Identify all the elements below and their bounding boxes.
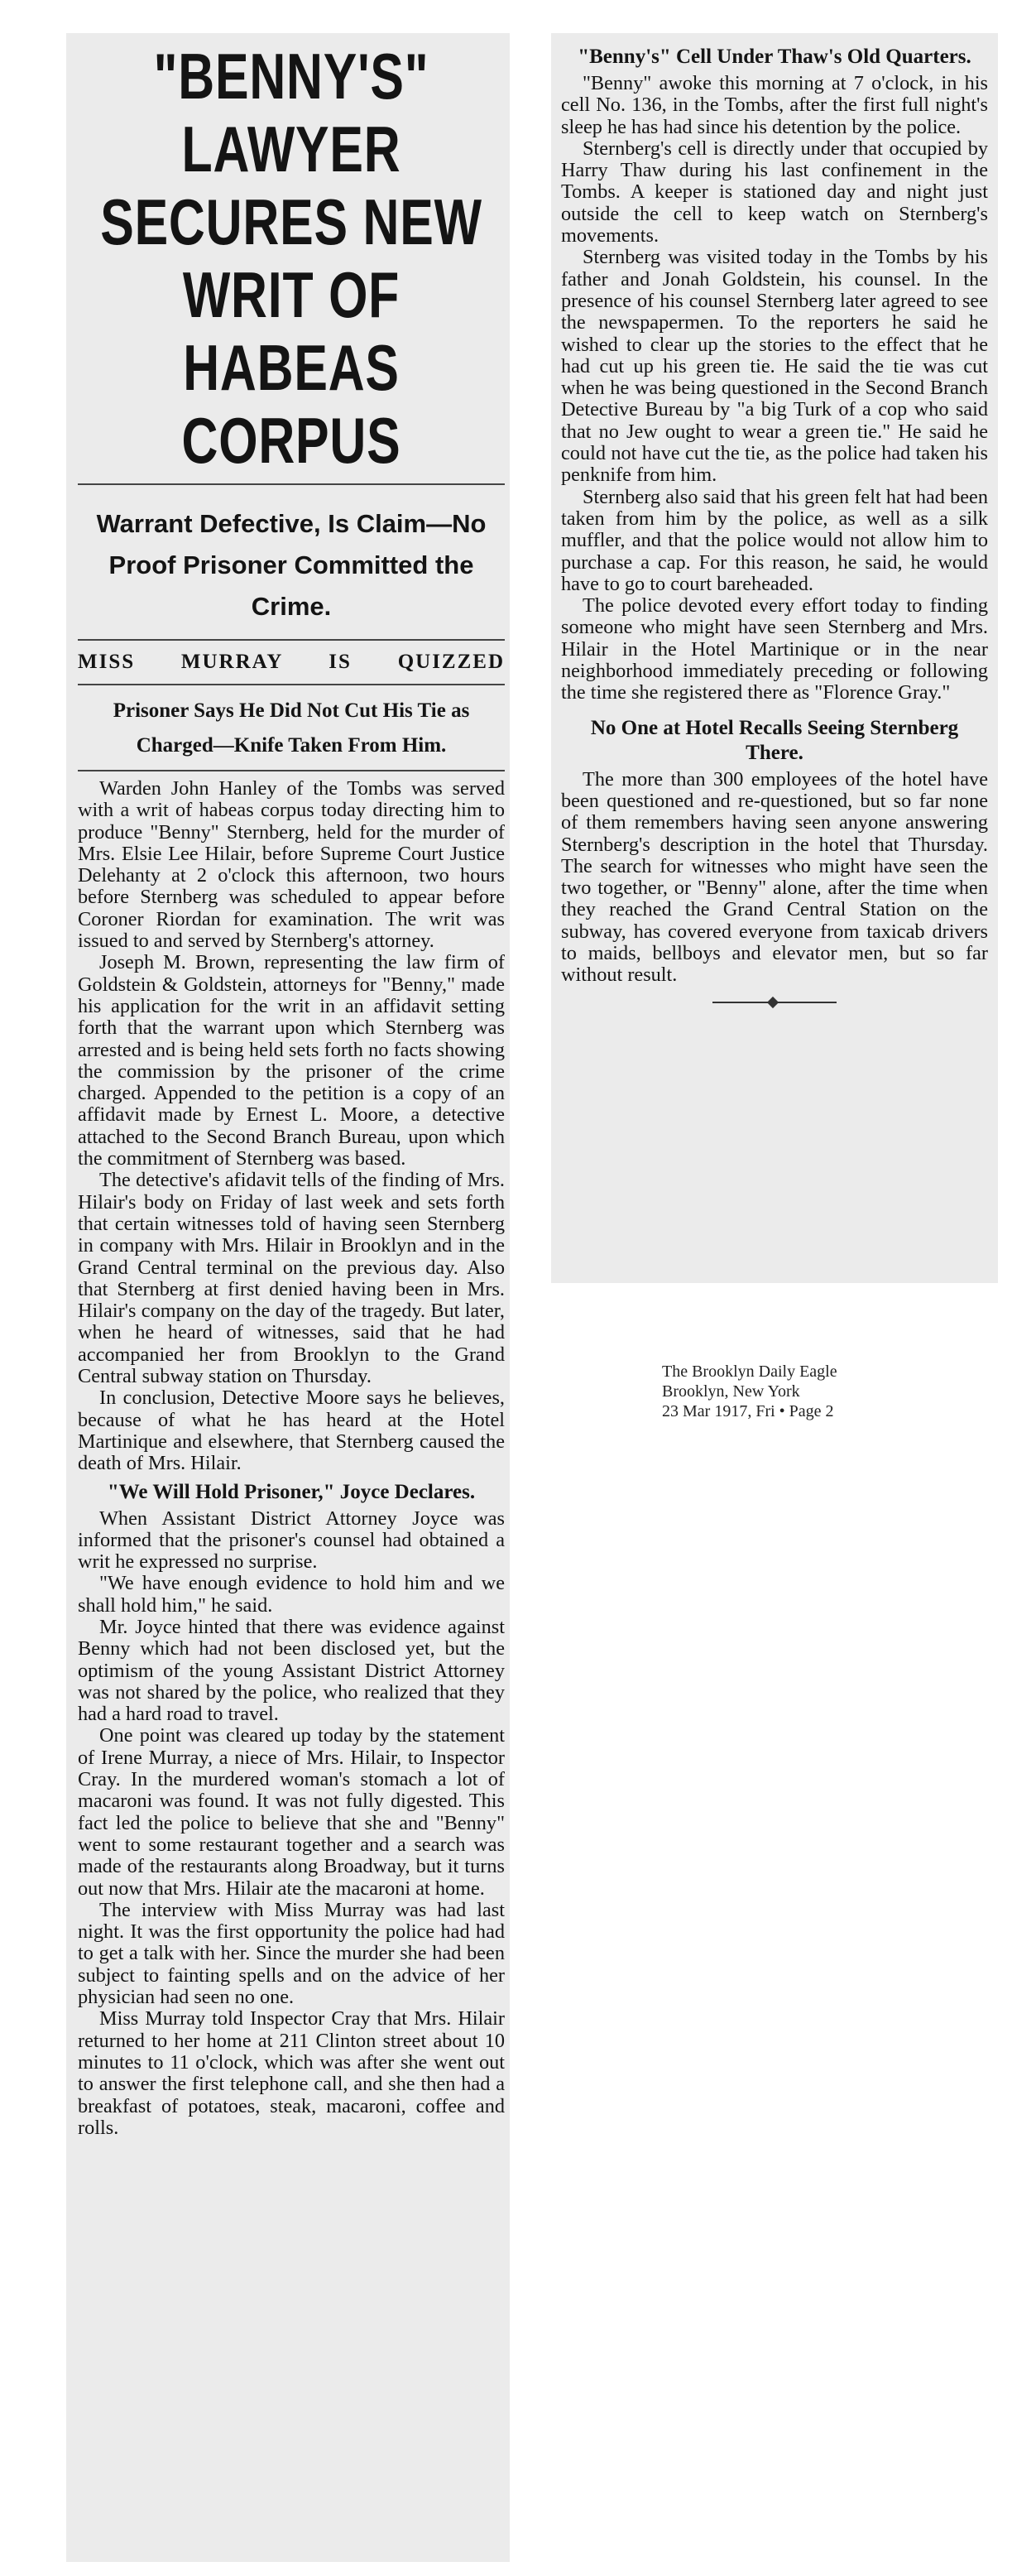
divider (78, 639, 505, 641)
article-paragraph: Joseph M. Brown, representing the law firm of Goldstein & Goldstein, attorneys for "Benny," made his application for the writ in an affidavit setting forth that the warrant upon which Sternberg was arrested and is being held sets forth no facts showing the commission by the prisoner of the crime charged. Appended to the petition is a copy of an affidavit made by Ernest L. Moore, a detective attached to the Second Branch Bureau, upon which the commitment of Sternberg was based. (78, 951, 505, 1170)
article-paragraph: "Benny" awoke this morning at 7 o'clock, in his cell No. 136, in the Tombs, after the first full night's sleep he has had since his detention by the police. (561, 72, 988, 138)
source-citation (662, 1362, 910, 1421)
divider (78, 684, 505, 685)
article-paragraph: Mr. Joyce hinted that there was evidence against Benny which had not been disclosed yet, but the optimism of the young Assistant District Attorney was not shared by the police, who realized that they had a hard road to travel. (78, 1615, 505, 1726)
article-paragraph: Miss Murray told Inspector Cray that Mrs. Hilair returned to her home at 211 Clinton street about 10 minutes to 11 o'clock, which was after she went out to answer the first telephone call, and she then had a breakfast of potatoes, steak, macaroni, coffee and rolls. (78, 2007, 505, 2139)
article-deck-primary: Warrant Defective, Is Claim—No Proof Prisoner Committed the Crime. (96, 509, 487, 621)
article-body-continued (561, 45, 988, 987)
article-paragraph: Sternberg also said that his green felt hat had been taken from him by the police, as well as a silk muffler, and that the police would not allow him to purchase a cap. For this reason, he said, he would have to go to court bareheaded. (561, 485, 988, 595)
article-paragraph: The interview with Miss Murray was had last night. It was the first opportunity the police had had to get a talk with her. Since the murder she had been subject to fainting spells and on the advice of her physician had seen no one. (78, 1898, 505, 2009)
divider (78, 483, 505, 485)
article-subhead: "We Will Hold Prisoner," Joyce Declares. (107, 1480, 476, 1503)
article-subhead: "Benny's" Cell Under Thaw's Old Quarters. (578, 46, 971, 68)
article-paragraph: The more than 300 employees of the hotel have been questioned and re-questioned, but so far none of them remembers having seen anyone answering Sternberg's description in the hotel that Thursday. The search for witnesses who might have seen the two together, or "Benny" alone, after the time when they reached the Grand Central Station on the subway, has covered everyone from taxicab drivers to maids, bellboys and elevator men, but so far without result. (561, 767, 988, 987)
article-headline: "BENNY'S" LAWYER SECURES NEW WRIT OF HABEAS CORPUS (100, 40, 482, 477)
article-body (78, 778, 505, 2139)
citation-newspaper: The Brooklyn Daily Eagle (662, 1362, 837, 1381)
diamond-ornament-icon (767, 997, 779, 1008)
article-deck-tertiary: Prisoner Says He Did Not Cut His Tie as Charged—Knife Taken From Him. (113, 699, 470, 757)
article-subhead: No One at Hotel Recalls Seeing Sternberg There. (590, 716, 959, 764)
article-paragraph: In conclusion, Detective Moore says he believes, because of what he has heard at the Hotel Martinique and elsewhere, that Sternberg caused the death of Mrs. Hilair. (78, 1387, 505, 1475)
article-paragraph: Sternberg's cell is directly under that occupied by Harry Thaw during his last confinement in the Tombs. A keeper is stationed day and night just outside the cell to keep watch on Sternberg's movements. (561, 137, 988, 248)
citation-location: Brooklyn, New York (662, 1382, 800, 1401)
article-paragraph: The police devoted every effort today to finding someone who might have seen Sternberg and Mrs. Hilair in the Hotel Martinique or in the near neighborhood immediately preceding or following the time she registered there as "Florence Gray." (561, 594, 988, 704)
article-paragraph: Warden John Hanley of the Tombs was served with a writ of habeas corpus today directing him to produce "Benny" Sternberg, held for the murder of Mrs. Elsie Lee Hilair, before Supreme Court Justice Delehanty at 2 o'clock this afternoon, two hours before Sternberg was scheduled to appear before Coroner Riordan for examination. The writ was issued to and served by Sternberg's attorney. (78, 777, 505, 953)
article-paragraph: The detective's afidavit tells of the finding of Mrs. Hilair's body on Friday of last week and sets forth that certain witnesses told of having seen Sternberg in company with Mrs. Hilair in Brooklyn and in the Grand Central terminal on the previous day. Also that Sternberg at first denied having been in Mrs. Hilair's company on the day of the tragedy. But later, when he heard of witnesses, said that he had accompanied her from Brooklyn to the Grand Central subway station on Thursday. (78, 1169, 505, 1388)
article-paragraph: Sternberg was visited today in the Tombs by his father and Jonah Goldstein, his counsel. In the presence of his counsel Sternberg later agreed to see the newspapermen. To the reporters he said he wished to clear up the stories to the effect that he had cut up his green tie. He said the tie was cut when he was being questioned in the Second Branch Detective Bureau by "a big Turk of a cop who said that no Jew ought to wear a green tie." He said he could not have cut the tie, as the police had taken his penknife from him. (561, 246, 988, 487)
article-column-left (66, 33, 510, 2562)
article-deck-secondary: MISS MURRAY IS QUIZZED (78, 651, 505, 673)
article-end-rule (712, 1002, 837, 1003)
article-paragraph: "We have enough evidence to hold him and we shall hold him," he said. (78, 1572, 505, 1617)
citation-date-page: 23 Mar 1917, Fri • Page 2 (662, 1402, 834, 1420)
divider (78, 770, 505, 771)
article-paragraph: One point was cleared up today by the statement of Irene Murray, a niece of Mrs. Hilair, to Inspector Cray. In the murdered woman's stomach a lot of macaroni was found. It was not fully digested. This fact led the police to believe that she and "Benny" went to some restaurant together and a search was made of the restaurants along Broadway, but it turns out now that Mrs. Hilair ate the macaroni at home. (78, 1724, 505, 1900)
article-column-right (551, 33, 998, 1283)
article-paragraph: When Assistant District Attorney Joyce was informed that the prisoner's counsel had obtained a writ he expressed no surprise. (78, 1507, 505, 1574)
